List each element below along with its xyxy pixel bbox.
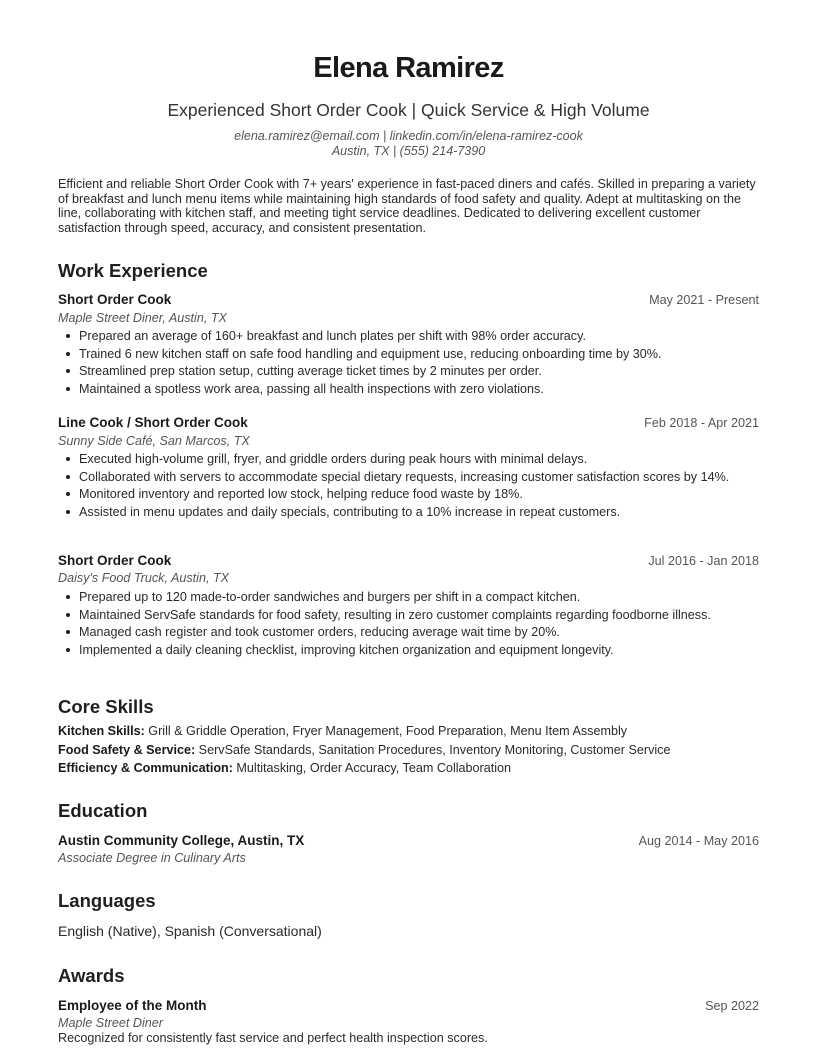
contact-line-email-linkedin: elena.ramirez@email.com | linkedin.com/in/elena-ramirez-cook bbox=[234, 129, 583, 143]
award-date: Sep 2022 bbox=[705, 999, 759, 1013]
job-title: Line Cook / Short Order Cook bbox=[58, 415, 248, 430]
skill-label: Efficiency & Communication: bbox=[58, 761, 233, 775]
professional-summary: Efficient and reliable Short Order Cook with 7+ years' experience in fast-paced diners and cafés. Skilled in preparing a variety of breakfast and lunch menu items while maintaining high standards of food safety and quality. Adept at multitasking on the line, collaborating with kitchen staff, and meeting tight service deadlines. Dedicated to delivering excellent customer satisfaction through speed, accuracy, and consistent presentation. bbox=[58, 177, 756, 235]
job-bullet: Streamlined prep station setup, cutting average ticket times by 2 minutes per order. bbox=[79, 364, 780, 379]
job-bullet: Monitored inventory and reported low stock, helping reduce food waste by 18%. bbox=[79, 487, 780, 502]
job-company: Daisy's Food Truck, Austin, TX bbox=[58, 571, 230, 585]
education-school: Austin Community College, Austin, TX bbox=[58, 833, 305, 848]
job-title: Short Order Cook bbox=[58, 553, 172, 568]
job-bullet: Assisted in menu updates and daily specials, contributing to a 10% increase in repeat customers. bbox=[79, 505, 780, 520]
education-degree: Associate Degree in Culinary Arts bbox=[58, 851, 246, 865]
job-bullet: Collaborated with servers to accommodate special dietary requests, increasing customer satisfaction scores by 14%. bbox=[79, 470, 780, 485]
job-company: Maple Street Diner, Austin, TX bbox=[58, 311, 227, 325]
skill-value: Grill & Griddle Operation, Fryer Management, Food Preparation, Menu Item Assembly bbox=[144, 724, 628, 738]
award-organization: Maple Street Diner bbox=[58, 1016, 163, 1030]
job-dates: Jul 2016 - Jan 2018 bbox=[648, 554, 759, 568]
section-title-work-experience: Work Experience bbox=[58, 260, 208, 281]
candidate-headline: Experienced Short Order Cook | Quick Service & High Volume bbox=[167, 100, 650, 120]
education-dates: Aug 2014 - May 2016 bbox=[638, 834, 759, 848]
job-bullet: Trained 6 new kitchen staff on safe food handling and equipment use, reducing onboarding time by 30%. bbox=[79, 347, 780, 362]
section-title-languages: Languages bbox=[58, 890, 156, 911]
section-title-awards: Awards bbox=[58, 965, 125, 986]
skill-row-food-safety bbox=[58, 742, 671, 758]
award-name: Employee of the Month bbox=[58, 998, 207, 1013]
skill-value: Multitasking, Order Accuracy, Team Collaboration bbox=[232, 761, 512, 775]
award-description: Recognized for consistently fast service and perfect health inspection scores. bbox=[58, 1031, 488, 1045]
job-dates: Feb 2018 - Apr 2021 bbox=[644, 416, 759, 430]
job-bullet: Managed cash register and took customer orders, reducing average wait time by 20%. bbox=[79, 625, 780, 640]
languages-list: English (Native), Spanish (Conversational) bbox=[58, 923, 322, 939]
job-bullet-list bbox=[58, 329, 780, 399]
skill-label: Food Safety & Service: bbox=[58, 743, 196, 757]
job-dates: May 2021 - Present bbox=[649, 293, 759, 307]
job-bullet: Executed high-volume grill, fryer, and griddle orders during peak hours with minimal delays. bbox=[79, 452, 780, 467]
job-company: Sunny Side Café, San Marcos, TX bbox=[58, 434, 250, 448]
job-bullet: Prepared an average of 160+ breakfast and lunch plates per shift with 98% order accuracy. bbox=[79, 329, 780, 344]
job-bullet: Prepared up to 120 made-to-order sandwiches and burgers per shift in a compact kitchen. bbox=[79, 590, 780, 605]
job-bullet: Maintained a spotless work area, passing all health inspections with zero violations. bbox=[79, 382, 780, 397]
job-bullet-list bbox=[58, 590, 780, 660]
section-title-education: Education bbox=[58, 800, 148, 821]
job-bullet: Maintained ServSafe standards for food safety, resulting in zero customer complaints regarding foodborne illness. bbox=[79, 608, 780, 623]
job-bullet: Implemented a daily cleaning checklist, improving kitchen organization and equipment longevity. bbox=[79, 643, 780, 658]
candidate-name: Elena Ramirez bbox=[313, 52, 504, 84]
skill-row-kitchen bbox=[58, 723, 627, 739]
skill-row-efficiency bbox=[58, 760, 511, 776]
job-title: Short Order Cook bbox=[58, 292, 172, 307]
job-bullet-list bbox=[58, 452, 780, 522]
contact-line-location-phone: Austin, TX | (555) 214-7390 bbox=[331, 144, 486, 158]
skill-value: ServSafe Standards, Sanitation Procedures, Inventory Monitoring, Customer Service bbox=[195, 743, 671, 757]
skill-label: Kitchen Skills: bbox=[58, 724, 145, 738]
section-title-core-skills: Core Skills bbox=[58, 696, 154, 717]
